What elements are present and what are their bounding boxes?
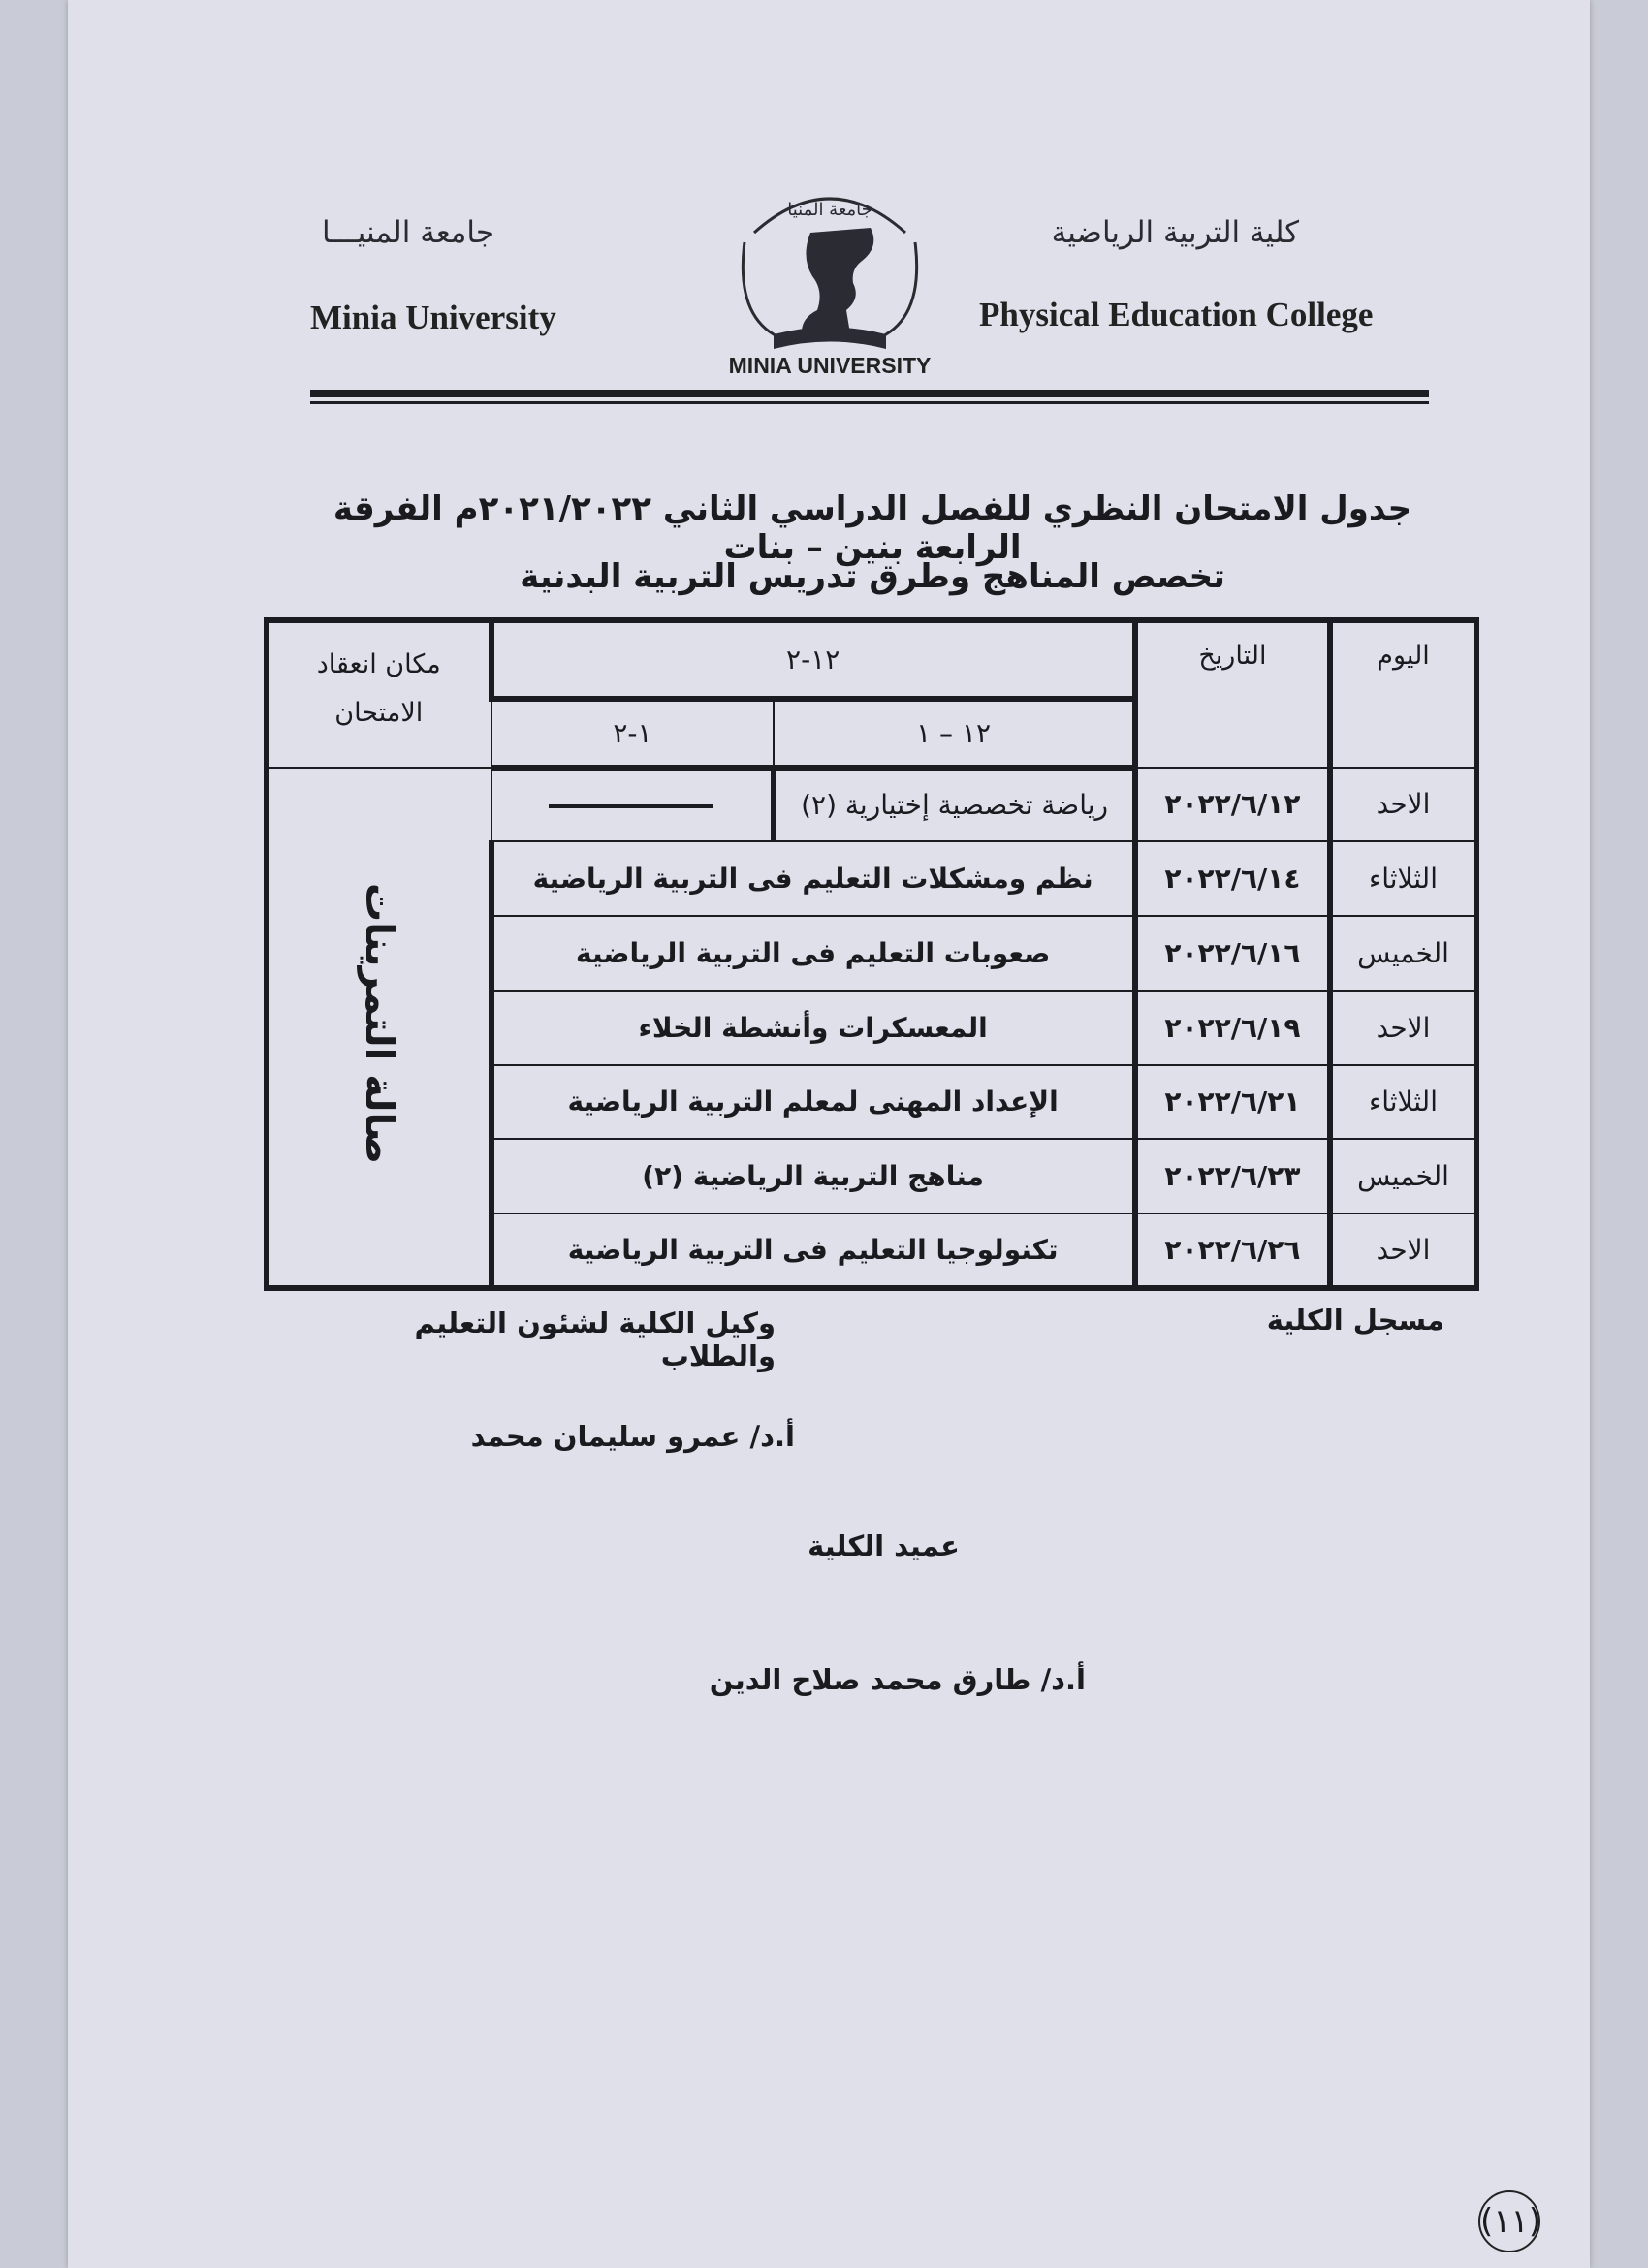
- empty-dash: [549, 804, 713, 808]
- logo-arc-text: جامعة المنيا: [787, 200, 872, 220]
- header-date: التاريخ: [1135, 620, 1330, 768]
- venue-value: صالة التمرينات: [356, 882, 401, 1164]
- schedule-title: جدول الامتحان النظري للفصل الدراسي الثاني ٢٠٢١/٢٠٢٢م الفرقة الرابعة بنين – بنات: [333, 489, 1412, 567]
- header-day: اليوم: [1330, 620, 1476, 768]
- row-subject: مناهج التربية الرياضية (٢): [491, 1139, 1135, 1213]
- university-name-english: Minia University: [310, 299, 556, 336]
- row-subject: الإعداد المهنى لمعلم التربية الرياضية: [491, 1065, 1135, 1140]
- row-day: الاحد: [1330, 1213, 1476, 1288]
- university-name-arabic: جامعة المنيـــا: [321, 215, 494, 250]
- header-divider-thin: [310, 401, 1429, 404]
- row-day: الخميس: [1330, 1139, 1476, 1213]
- row-day: الخميس: [1330, 916, 1476, 991]
- registrar-label: مسجل الكلية: [1266, 1304, 1444, 1337]
- row-date: ٢٠٢٢/٦/١٤: [1135, 841, 1330, 916]
- row-day: الاحد: [1330, 991, 1476, 1065]
- row-date: ٢٠٢٢/٦/٢٦: [1135, 1213, 1330, 1288]
- table-row: [267, 768, 1476, 842]
- row-day: الثلاثاء: [1330, 1065, 1476, 1140]
- row-day: الاحد: [1330, 768, 1476, 842]
- row-empty-slot: [491, 768, 775, 842]
- header-slot-12-1: ١٢ – ١: [774, 699, 1134, 768]
- header-divider: [310, 390, 1429, 397]
- row-subject: تكنولوجيا التعليم فى التربية الرياضية: [491, 1213, 1135, 1288]
- row-subject: المعسكرات وأنشطة الخلاء: [491, 991, 1135, 1065]
- vice-dean-name: أ.د/ عمرو سليمان محمد: [470, 1420, 795, 1453]
- row-subject: رياضة تخصصية إختيارية (٢): [774, 768, 1134, 842]
- schedule-subtitle: تخصص المناهج وطرق تدريس التربية البدنية: [520, 557, 1225, 596]
- college-name-english: Physical Education College: [979, 296, 1374, 333]
- row-date: ٢٠٢٢/٦/١٩: [1135, 991, 1330, 1065]
- row-day: الثلاثاء: [1330, 841, 1476, 916]
- row-date: ٢٠٢٢/٦/٢٣: [1135, 1139, 1330, 1213]
- dean-label: عميد الكلية: [808, 1529, 960, 1562]
- exam-schedule-table: [264, 617, 1479, 1291]
- row-subject: صعوبات التعليم فى التربية الرياضية: [491, 916, 1135, 991]
- university-logo: [715, 174, 944, 388]
- header-time-group: ١٢-٢: [491, 620, 1135, 699]
- row-subject: نظم ومشكلات التعليم فى التربية الرياضية: [491, 841, 1135, 916]
- table-header-row: [267, 620, 1476, 699]
- logo-caption: MINIA UNIVERSITY: [728, 353, 932, 378]
- row-date: ٢٠٢٢/٦/١٦: [1135, 916, 1330, 991]
- college-name-arabic: كلية التربية الرياضية: [1051, 215, 1299, 250]
- dean-name: أ.د/ طارق محمد صلاح الدين: [709, 1663, 1086, 1696]
- header-venue: مكان انعقاد الامتحان: [267, 620, 491, 768]
- header-slot-1-2: ١-٢: [491, 699, 775, 768]
- page-number: (١١): [1478, 2190, 1540, 2252]
- row-date: ٢٠٢٢/٦/١٢: [1135, 768, 1330, 842]
- vice-dean-label: وكيل الكلية لشئون التعليم والطلاب: [414, 1307, 776, 1372]
- row-date: ٢٠٢٢/٦/٢١: [1135, 1065, 1330, 1140]
- venue-cell: [267, 768, 491, 1288]
